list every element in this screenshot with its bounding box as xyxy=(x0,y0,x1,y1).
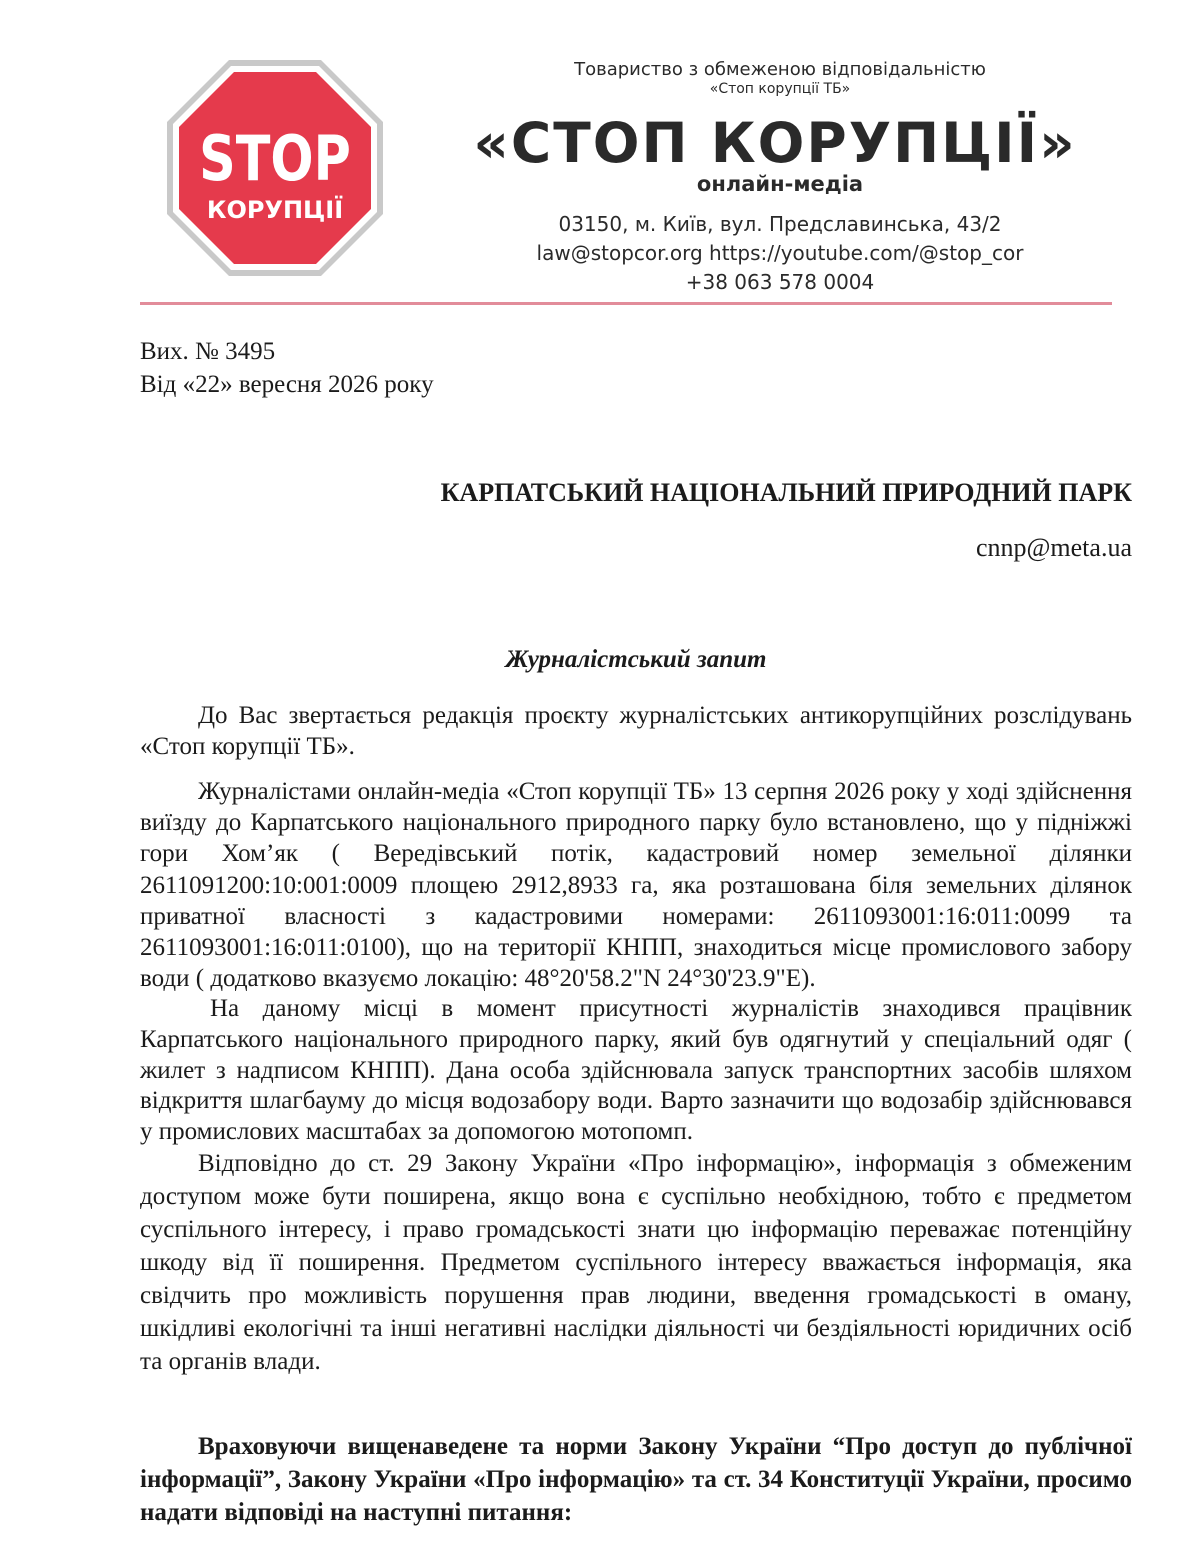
outgoing-date: Від «22» вересня 2026 року xyxy=(140,371,434,398)
company-address: 03150, м. Київ, вул. Предславинська, 43/2 xyxy=(558,212,1002,236)
request-title: Журналістський запит xyxy=(505,646,767,673)
company-short-name: «Стоп корупції ТБ» xyxy=(709,81,851,97)
logo-text-korupcii: КОРУПЦІЇ xyxy=(206,196,344,224)
request-paragraph-worker: На даному місці в момент присутності журналістів знаходився працівник Карпатського національного природного парку, який був одягнутий у спеціальний одяг ( жилет з надписом КНПП). Дана особа здійснювала запуск транспортних засобів шляхом відкриття шлагбауму до місця водозабору води. Варто зазначити що водозабір здійснювався у промислових масштабах за допомогою мотопомп. xyxy=(140,995,1132,1146)
logo-text-stop: STOP xyxy=(199,123,351,196)
company-phone: +38 063 578 0004 xyxy=(685,270,875,294)
header-divider xyxy=(140,302,1112,305)
brand-title: «СТОП КОРУПЦІЇ» xyxy=(473,111,1077,175)
octagon-stop-sign-icon xyxy=(165,58,385,278)
request-paragraph-law: Відповідно до ст. 29 Закону України «Про інформацію», інформація з обмеженим доступом може бути поширена, якщо вона є суспільно необхідною, тобто є предметом суспільного інтересу, і право громадськості знати цю інформацію переважає потенційну шкоду від її поширення. Предметом суспільного інтересу вважається інформація, яка свідчить про можливість порушення прав людини, введення громадськості в оману, шкідливі екологічні та інші негативні наслідки діяльності чи бездіяльності юридичних осіб та органів влади. xyxy=(140,1150,1132,1375)
recipient-name: КАРПАТСЬКИЙ НАЦІОНАЛЬНИЙ ПРИРОДНИЙ ПАРК xyxy=(440,478,1132,507)
outgoing-number: Вих. № 3495 xyxy=(140,338,276,365)
request-paragraph-intro: До Вас звертається редакція проєкту журналістських антикорупційних розслідувань «Стоп корупції ТБ». xyxy=(140,702,1132,760)
company-email-website: law@stopcor.org https://youtube.com/@stop_cor xyxy=(536,241,1024,265)
brand-subtitle: онлайн-медіа xyxy=(696,172,864,196)
request-paragraph-findings: Журналістами онлайн-медіа «Стоп корупції ТБ» 13 серпня 2026 року у ході здійснення виїзду до Карпатського національного природного парку було встановлено, що у підніжжі гори Хом’як ( Вередівський потік, кадастровий номер земельної ділянки 2611091200:10:001:0009 площею 2912,8933 га, яка розташована біля земельних ділянок приватної власності з кадастровими номерами: 2611093001:16:011:0099 та 2611093001:16:011:0100), що на території КНПП, знаходиться місце промислового забору води ( додатково вказуємо локацію: 48°20'58.2"N 24°30'23.9"E). xyxy=(140,778,1132,993)
company-legal-name: Товариство з обмеженою відповідальністю xyxy=(574,59,986,80)
request-paragraph-conclusion: Враховуючи вищенаведене та норми Закону України “Про доступ до публічної інформації”, Закону України «Про інформацію» та ст. 34 Конституції України, просимо надати відповіді на наступні питання: xyxy=(140,1433,1132,1526)
stop-korupcii-logo xyxy=(165,58,385,278)
recipient-email: cnnp@meta.ua xyxy=(975,533,1132,562)
